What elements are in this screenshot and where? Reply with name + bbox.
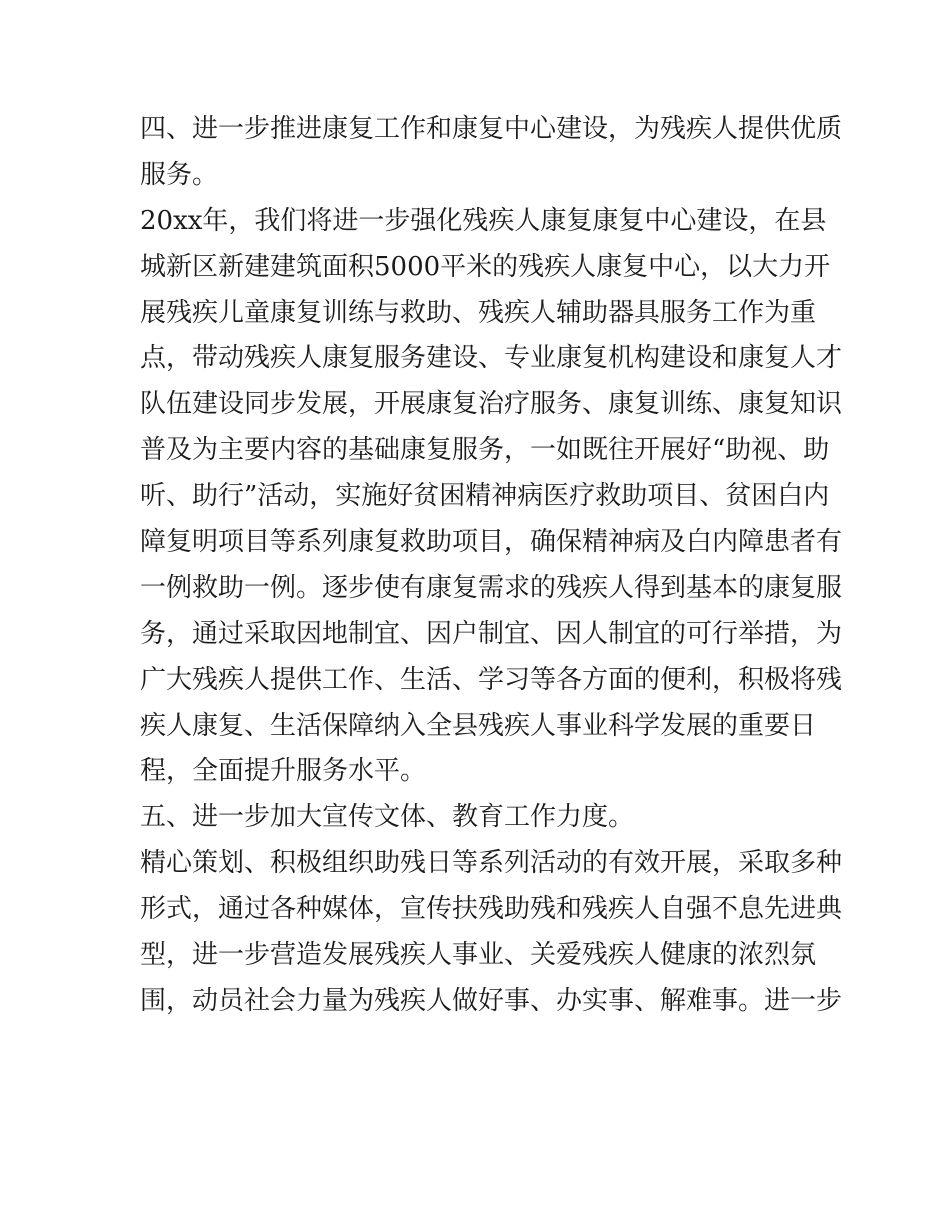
text-line: 队伍建设同步发展，开展康复治疗服务、康复训练、康复知识 <box>140 389 843 420</box>
text-line: 务，通过采取因地制宜、因户制宜、因人制宜的可行举措，为 <box>140 618 843 649</box>
text-line: 展残疾儿童康复训练与救助、残疾人辅助器具服务工作为重 <box>140 297 817 328</box>
text-line: 五、进一步加大宣传文体、教育工作力度。 <box>140 802 635 833</box>
text-line: 听、助行”活动，实施好贫困精神病医疗救助项目、贫困白内 <box>140 481 830 512</box>
text-line: 形式，通过各种媒体，宣传扶残助残和残疾人自强不息先进典 <box>140 894 843 925</box>
text-line: 一例救助一例。逐步使有康复需求的残疾人得到基本的康复服 <box>140 572 843 603</box>
text-line: 点，带动残疾人康复服务建设、专业康复机构建设和康复人才 <box>140 343 843 374</box>
text-line: 普及为主要内容的基础康复服务，一如既往开展好“助视、助 <box>140 435 830 466</box>
text-line: 精心策划、积极组织助残日等系列活动的有效开展，采取多种 <box>140 848 843 879</box>
text-line: 服务。 <box>140 159 219 190</box>
text-line: 疾人康复、生活保障纳入全县残疾人事业科学发展的重要日 <box>140 710 817 741</box>
text-line: 广大残疾人提供工作、生活、学习等各方面的便利，积极将残 <box>140 664 843 695</box>
text-line: 程，全面提升服务水平。 <box>140 756 427 787</box>
text-line: 20xx年，我们将进一步强化残疾人康复康复中心建设，在县 <box>140 205 827 236</box>
text-line: 城新区新建建筑面积5000平米的残疾人康复中心，以大力开 <box>140 251 831 282</box>
text-line: 型，进一步营造发展残疾人事业、关爱残疾人健康的浓烈氛 <box>140 940 817 971</box>
text-line: 四、进一步推进康复工作和康复中心建设，为残疾人提供优质 <box>140 114 843 144</box>
text-line: 障复明项目等系列康复救助项目，确保精神病及白内障患者有 <box>140 527 843 558</box>
body-text <box>140 107 843 1025</box>
text-line: 围，动员社会力量为残疾人做好事、办实事、解难事。进一步 <box>140 985 843 1016</box>
